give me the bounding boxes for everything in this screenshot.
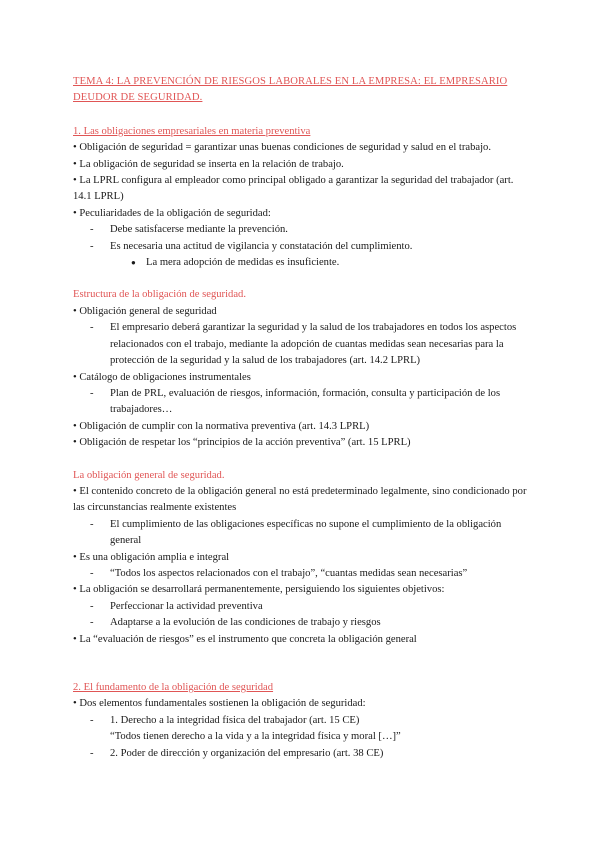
bullet-item: • Obligación de respetar los “principios de la acción preventiva” (art. 15 LPRL) [73, 437, 411, 449]
document-title: TEMA 4: LA PREVENCIÓN DE RIESGOS LABORALES EN LA EMPRESA: EL EMPRESARIO DEUDOR DE SEGURIDAD. [73, 76, 508, 104]
document-body [73, 74, 533, 762]
section-heading-fundamento: 2. El fundamento de la obligación de seguridad [73, 682, 274, 693]
dash-item: - 2. Poder de dirección y organización del empresario (art. 38 CE) [73, 746, 533, 762]
bullet-item: • La obligación de seguridad se inserta en la relación de trabajo. [73, 158, 344, 170]
bullet-item: • La “evaluación de riesgos” es el instrumento que concreta la obligación general [73, 633, 417, 645]
section-heading-estructura: Estructura de la obligación de seguridad. [73, 289, 246, 301]
dash-item: - Adaptarse a la evolución de las condiciones de trabajo y riesgos [73, 615, 533, 631]
section-heading-obligaciones: 1. Las obligaciones empresariales en materia preventiva [73, 125, 311, 137]
bullet-item: • Obligación de seguridad = garantizar unas buenas condiciones de seguridad y salud en el trabajo. [73, 142, 491, 154]
quote-line: “Todos tienen derecho a la vida y a la integridad física y moral […]” [110, 731, 401, 743]
bullet-item: • La obligación se desarrollará permanentemente, persiguiendo los siguientes objetivos: [73, 584, 445, 596]
dash-item: - Plan de PRL, evaluación de riesgos, información, formación, consulta y participación de los trabajadores… [73, 386, 533, 419]
dash-item: - Perfeccionar la actividad preventiva [73, 599, 533, 615]
dot-item: ● La mera adopción de medidas es insuficiente. [73, 255, 533, 271]
bullet-item: • Peculiaridades de la obligación de seguridad: [73, 207, 271, 219]
dash-item: - El cumplimiento de las obligaciones específicas no supone el cumplimiento de la obligación general [73, 517, 533, 550]
bullet-item: • Catálogo de obligaciones instrumentales [73, 371, 251, 383]
bullet-item: • Obligación de cumplir con la normativa preventiva (art. 14.3 LPRL) [73, 420, 370, 432]
bullet-item: • Obligación general de seguridad [73, 305, 217, 317]
dash-item: - “Todos los aspectos relacionados con el trabajo”, “cuantas medidas sean necesarias” [73, 566, 533, 582]
dash-item: - El empresario deberá garantizar la seguridad y la salud de los trabajadores en todos los aspectos relacionados con el trabajo, mediante la adopción de cuantas medidas sean necesarias para la protección de la seguridad y la salud de los trabajadores (art. 14.2 LPRL) [73, 320, 533, 369]
bullet-item: • Dos elementos fundamentales sostienen la obligación de seguridad: [73, 698, 366, 710]
dash-item: - Debe satisfacerse mediante la prevención. [73, 222, 533, 238]
bullet-item: • La LPRL configura al empleador como principal obligado a garantizar la seguridad del trabajador (art. 14.1 LPRL) [73, 175, 514, 203]
dash-item: - Es necesaria una actitud de vigilancia y constatación del cumplimiento. [73, 239, 533, 255]
bullet-item: • Es una obligación amplia e integral [73, 551, 230, 563]
section-heading-obligacion-general: La obligación general de seguridad. [73, 469, 225, 481]
bullet-item: • El contenido concreto de la obligación general no está predeterminado legalmente, sino condicionado por las circunstancias realmente existentes [73, 485, 527, 514]
dash-item: - 1. Derecho a la integridad física del trabajador (art. 15 CE) [73, 713, 533, 729]
